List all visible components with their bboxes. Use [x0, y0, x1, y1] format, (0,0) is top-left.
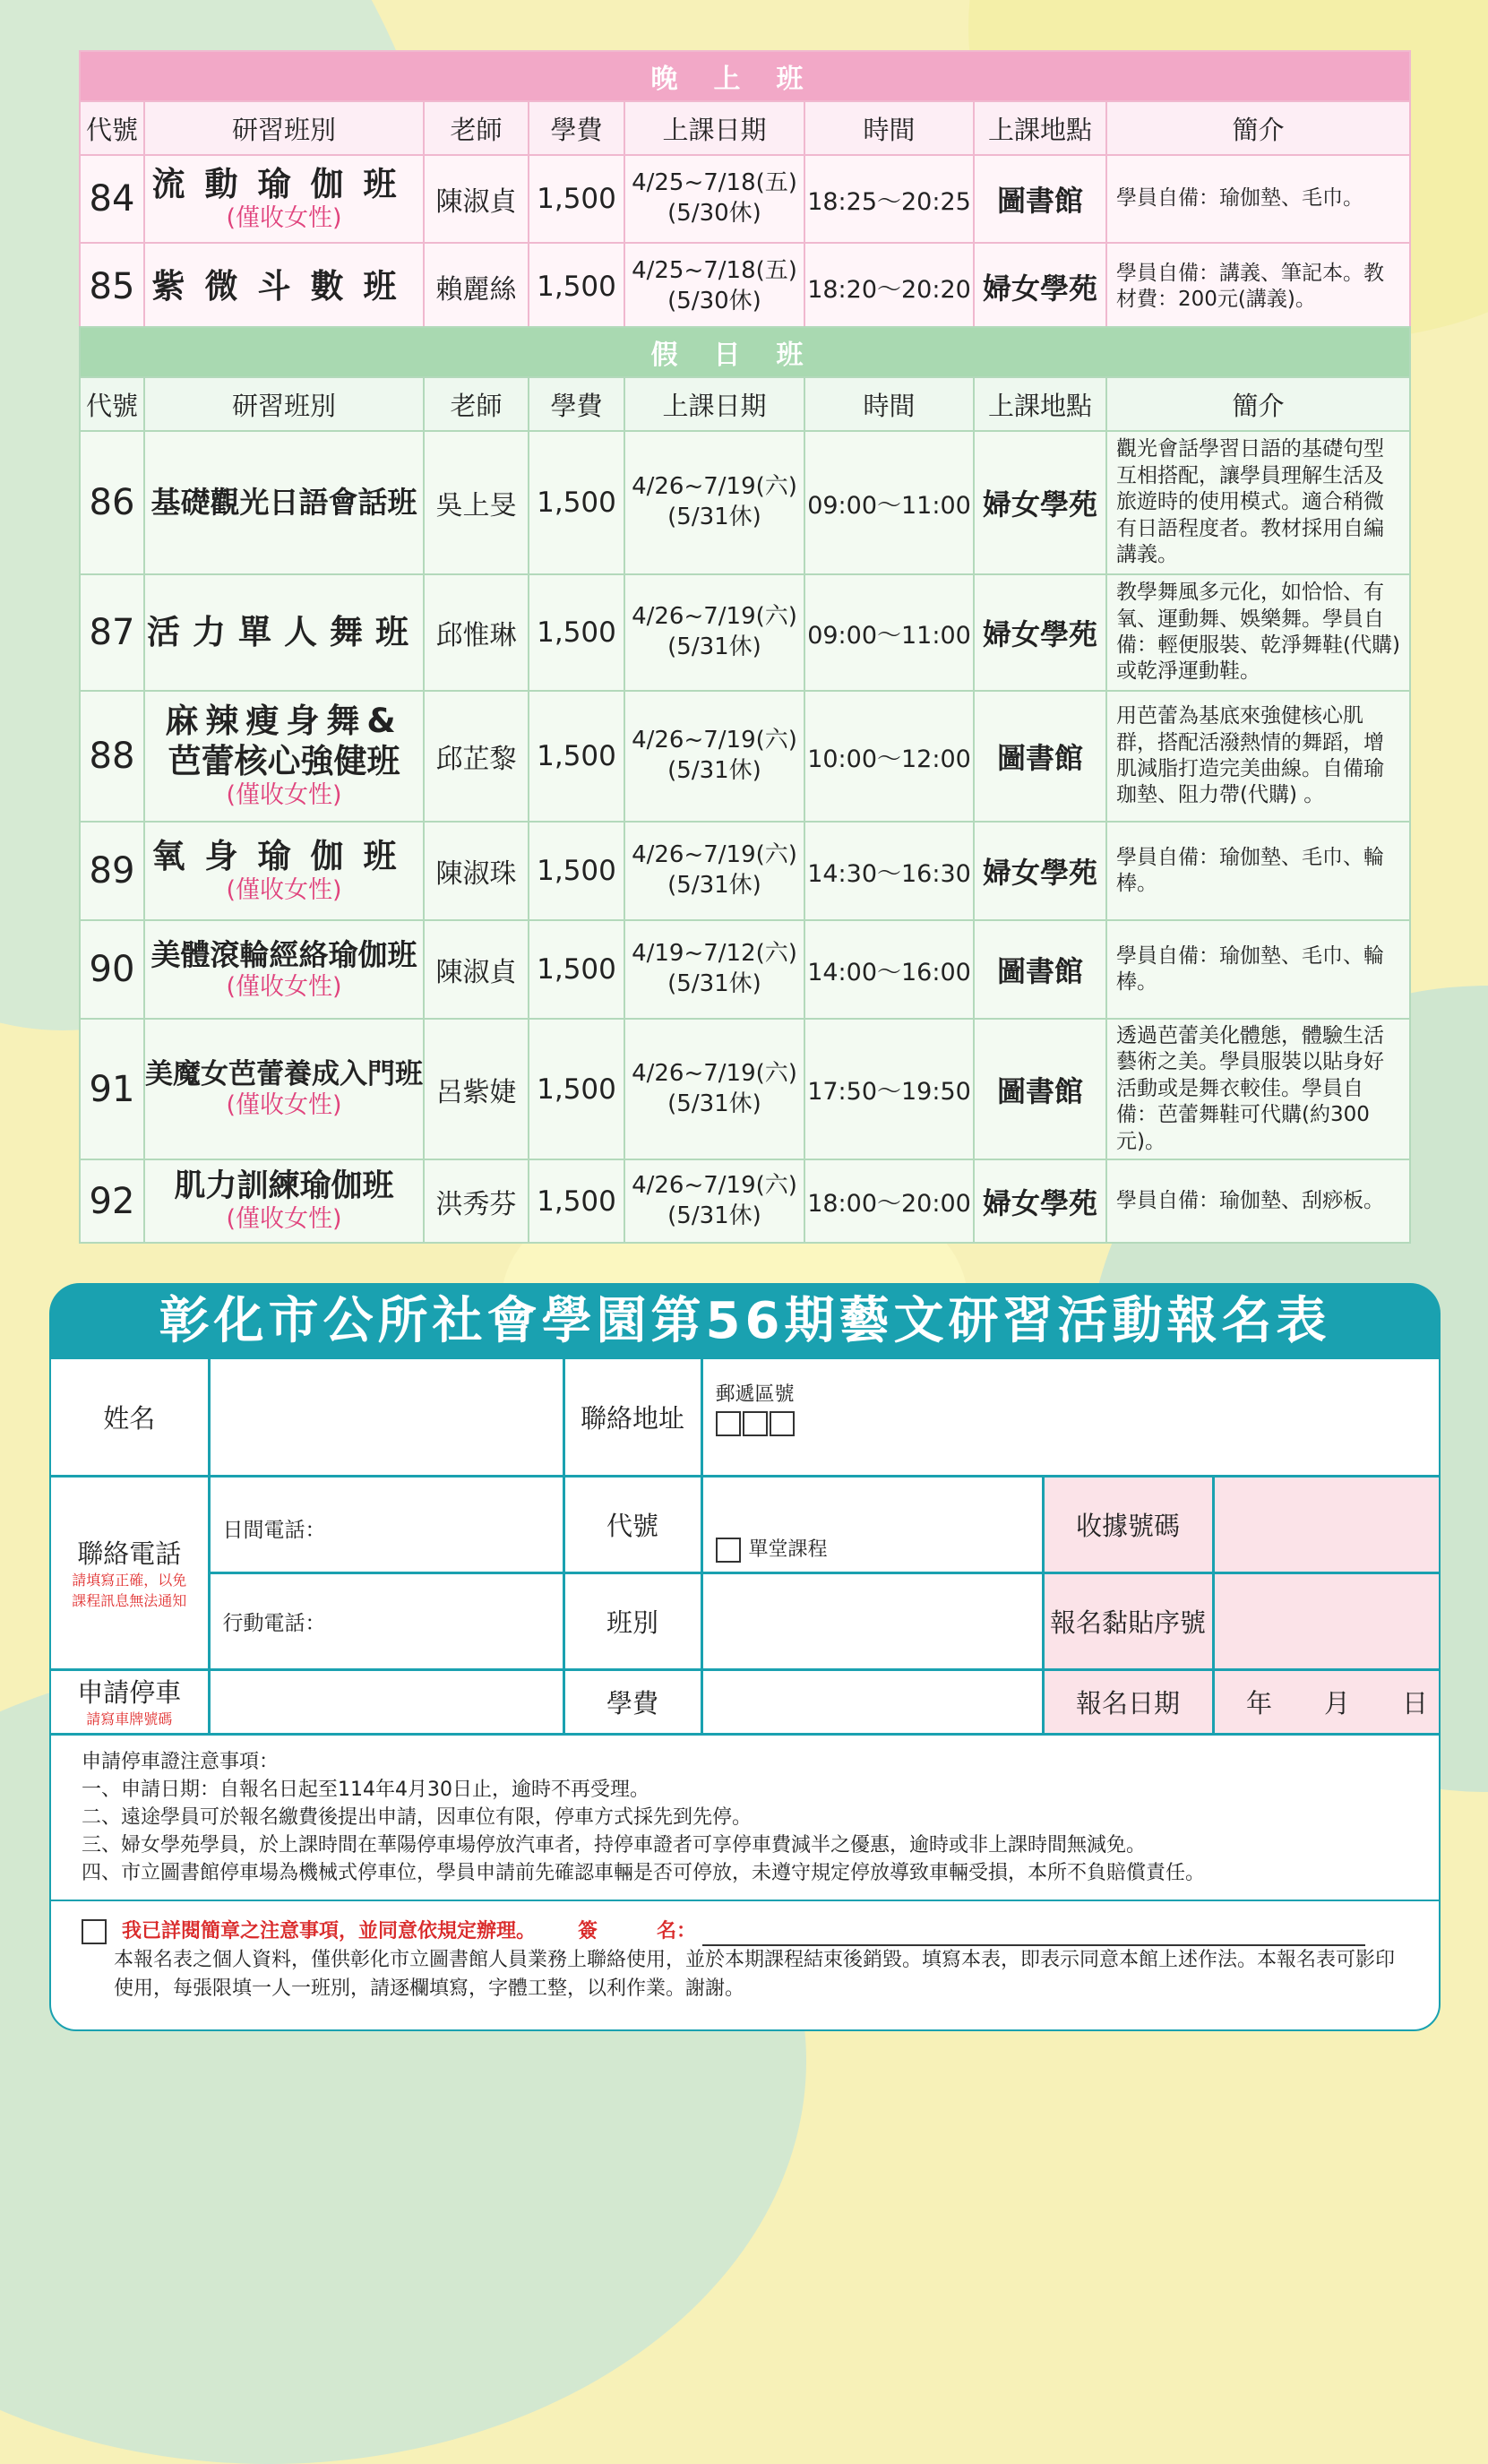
form-title: 彰化市公所社會學園第56期藝文研習活動報名表	[49, 1283, 1441, 1360]
course-dates: 4/26~7/19(六) (5/31休)	[624, 691, 804, 822]
course-dates: 4/19~7/12(六) (5/31休)	[624, 920, 804, 1019]
course-name: 流動瑜伽班 (僅收女性)	[144, 155, 424, 243]
course-dates: 4/26~7/19(六) (5/31休)	[624, 822, 804, 920]
course-time: 09:00～11:00	[804, 574, 974, 691]
course-code: 91	[80, 1019, 144, 1159]
female-only-note: (僅收女性)	[226, 204, 342, 232]
course-teacher: 邱芷黎	[424, 691, 529, 822]
course-teacher: 吳上旻	[424, 431, 529, 574]
header-time: 時間	[804, 101, 974, 155]
course-fee: 1,500	[529, 1159, 624, 1243]
note-item: 三、婦女學苑學員，於上課時間在華陽停車場停放汽車者，持停車證者可享停車費減半之優惠，逾時或非上課時間無減免。	[82, 1833, 1147, 1857]
course-fee: 1,500	[529, 574, 624, 691]
privacy-note: 本報名表之個人資料，僅供彰化市立圖書館人員業務上聯絡使用，並於本期課程結束後銷毀。填寫本表，即表示同意本館上述作法。本報名表可影印使用，每張限填一人一班別，請逐欄填寫，字體工整，以利作業。謝謝。	[114, 1948, 1396, 2000]
postal-code-boxes[interactable]	[716, 1407, 1440, 1437]
header-code: 代號	[80, 377, 144, 431]
course-intro: 學員自備：瑜伽墊、刮痧板。	[1106, 1159, 1410, 1243]
sticker-label: 報名黏貼序號	[1043, 1572, 1213, 1669]
agreement-section	[51, 1901, 1439, 2020]
course-fee: 1,500	[529, 1019, 624, 1159]
header-intro: 簡介	[1106, 101, 1410, 155]
fee-field[interactable]	[701, 1669, 1043, 1734]
table-row	[80, 1019, 1410, 1159]
table-row	[80, 822, 1410, 920]
name-label: 姓名	[51, 1359, 209, 1476]
note-item: 四、市立圖書館停車場為機械式停車位，學員申請前先確認車輛是否可停放，未遵守規定停放導致車輛受損，本所不負賠償責任。	[82, 1861, 1206, 1884]
course-name: 紫微斗數班	[144, 243, 424, 331]
course-dates: 4/25~7/18(五) (5/30休)	[624, 243, 804, 331]
class-label: 班別	[563, 1572, 701, 1669]
course-time: 10:00～12:00	[804, 691, 974, 822]
weekend-schedule-table	[79, 326, 1411, 1244]
table-row	[80, 691, 1410, 822]
sticker-field[interactable]	[1213, 1572, 1439, 1669]
course-place: 圖書館	[974, 920, 1106, 1019]
course-fee: 1,500	[529, 431, 624, 574]
header-class: 研習班別	[144, 377, 424, 431]
address-label: 聯絡地址	[563, 1359, 701, 1476]
course-intro: 用芭蕾為基底來強健核心肌群，搭配活潑熱情的舞蹈，增肌減脂打造完美曲線。自備瑜珈墊、阻力帶(代購) 。	[1106, 691, 1410, 822]
course-place: 婦女學苑	[974, 1159, 1106, 1243]
course-name: 美體滾輪經絡瑜伽班 (僅收女性)	[144, 920, 424, 1019]
course-fee: 1,500	[529, 243, 624, 331]
evening-schedule-table	[79, 50, 1411, 332]
address-field[interactable]	[701, 1359, 1439, 1476]
course-intro: 教學舞風多元化，如恰恰、有氧、運動舞、娛樂舞。學員自備：輕便服裝、乾淨舞鞋(代購)或乾淨運動鞋。	[1106, 574, 1410, 691]
course-fee: 1,500	[529, 920, 624, 1019]
course-name: 肌力訓練瑜伽班 (僅收女性)	[144, 1159, 424, 1243]
receipt-label: 收據號碼	[1043, 1476, 1213, 1572]
course-place: 婦女學苑	[974, 822, 1106, 920]
course-teacher: 陳淑貞	[424, 155, 529, 243]
header-teacher: 老師	[424, 101, 529, 155]
course-code: 89	[80, 822, 144, 920]
table-row	[80, 1159, 1410, 1243]
course-intro: 觀光會話學習日語的基礎句型互相搭配，讓學員理解生活及旅遊時的使用模式。適合稍微有日語程度者。教材採用自編講義。	[1106, 431, 1410, 574]
course-intro: 學員自備：瑜伽墊、毛巾。	[1106, 155, 1410, 243]
table-row	[80, 574, 1410, 691]
course-name: 麻辣瘦身舞& 芭蕾核心強健班 (僅收女性)	[144, 691, 424, 822]
course-place: 圖書館	[974, 691, 1106, 822]
registration-form	[49, 1357, 1441, 2031]
postal-code-label: 郵遞區號	[715, 1383, 795, 1406]
course-dates: 4/25~7/18(五) (5/30休)	[624, 155, 804, 243]
signature-label: 簽 名：	[578, 1919, 697, 1943]
note-item: 二、遠途學員可於報名繳費後提出申請，因車位有限，停車方式採先到先停。	[82, 1805, 753, 1829]
course-teacher: 陳淑貞	[424, 920, 529, 1019]
mobile-phone-field[interactable]: 行動電話：	[209, 1572, 563, 1669]
course-intro: 透過芭蕾美化體態，體驗生活藝術之美。學員服裝以貼身好活動或是舞衣較佳。學員自備：芭蕾舞鞋可代購(約300元)。	[1106, 1019, 1410, 1159]
class-field[interactable]	[701, 1572, 1043, 1669]
phone-note: 請填寫正確，以免	[72, 1572, 187, 1590]
receipt-field[interactable]	[1213, 1476, 1439, 1572]
header-place: 上課地點	[974, 101, 1106, 155]
course-place: 婦女學苑	[974, 574, 1106, 691]
weekend-section-title: 假日班	[80, 327, 1410, 377]
course-code: 88	[80, 691, 144, 822]
header-date: 上課日期	[624, 101, 804, 155]
course-time: 09:00～11:00	[804, 431, 974, 574]
signature-field[interactable]	[702, 1925, 1365, 1946]
phone-label: 聯絡電話 請填寫正確，以免 課程訊息無法通知	[51, 1476, 209, 1669]
parking-note: 請寫車牌號碼	[86, 1710, 173, 1728]
course-place: 婦女學苑	[974, 431, 1106, 574]
course-code: 92	[80, 1159, 144, 1243]
course-place: 圖書館	[974, 1019, 1106, 1159]
evening-section-title: 晚上班	[80, 51, 1410, 101]
course-fee: 1,500	[529, 691, 624, 822]
course-name: 活力單人舞班	[144, 574, 424, 691]
course-code: 87	[80, 574, 144, 691]
course-dates: 4/26~7/19(六) (5/31休)	[624, 1159, 804, 1243]
agree-checkbox[interactable]	[82, 1919, 107, 1944]
day-phone-field[interactable]: 日間電話：	[209, 1476, 563, 1572]
course-dates: 4/26~7/19(六) (5/31休)	[624, 574, 804, 691]
header-fee: 學費	[529, 377, 624, 431]
course-place: 圖書館	[974, 155, 1106, 243]
agree-text: 我已詳閱簡章之注意事項，並同意依規定辦理。	[122, 1919, 537, 1943]
course-name: 氧身瑜伽班 (僅收女性)	[144, 822, 424, 920]
course-code: 84	[80, 155, 144, 243]
course-fee: 1,500	[529, 155, 624, 243]
course-teacher: 賴麗絲	[424, 243, 529, 331]
female-only-note: (僅收女性)	[226, 1090, 342, 1119]
parking-label: 申請停車 請寫車牌號碼	[51, 1669, 209, 1734]
course-time: 14:30～16:30	[804, 822, 974, 920]
course-code: 86	[80, 431, 144, 574]
course-place: 婦女學苑	[974, 243, 1106, 331]
course-code-field[interactable]	[701, 1476, 1043, 1572]
course-name: 美魔女芭蕾養成入門班 (僅收女性)	[144, 1019, 424, 1159]
course-teacher: 洪秀芬	[424, 1159, 529, 1243]
header-date: 上課日期	[624, 377, 804, 431]
course-code-label: 代號	[563, 1476, 701, 1572]
female-only-note: (僅收女性)	[226, 1205, 342, 1234]
name-field[interactable]	[209, 1359, 563, 1476]
female-only-note: (僅收女性)	[226, 972, 342, 1001]
course-time: 18:00～20:00	[804, 1159, 974, 1243]
header-teacher: 老師	[424, 377, 529, 431]
course-intro: 學員自備：瑜伽墊、毛巾、輪棒。	[1106, 920, 1410, 1019]
course-time: 14:00～16:00	[804, 920, 974, 1019]
female-only-note: (僅收女性)	[226, 876, 342, 904]
course-time: 17:50～19:50	[804, 1019, 974, 1159]
note-item: 一、申請日期：自報名日起至114年4月30日止，逾時不再受理。	[82, 1778, 649, 1801]
phone-note: 課程訊息無法通知	[72, 1591, 187, 1609]
course-code: 85	[80, 243, 144, 331]
course-code: 90	[80, 920, 144, 1019]
header-place: 上課地點	[974, 377, 1106, 431]
date-field[interactable]: 年 月 日	[1213, 1669, 1439, 1734]
course-dates: 4/26~7/19(六) (5/31休)	[624, 431, 804, 574]
table-row	[80, 431, 1410, 574]
parking-field[interactable]	[209, 1669, 563, 1734]
female-only-note: (僅收女性)	[226, 781, 342, 810]
table-row	[80, 920, 1410, 1019]
table-row	[80, 243, 1410, 331]
parking-notes	[51, 1736, 1439, 1901]
course-name: 基礎觀光日語會話班	[144, 431, 424, 574]
header-fee: 學費	[529, 101, 624, 155]
course-teacher: 陳淑珠	[424, 822, 529, 920]
course-teacher: 邱惟琳	[424, 574, 529, 691]
header-code: 代號	[80, 101, 144, 155]
course-fee: 1,500	[529, 822, 624, 920]
course-teacher: 呂紫婕	[424, 1019, 529, 1159]
fee-label: 學費	[563, 1669, 701, 1734]
header-class: 研習班別	[144, 101, 424, 155]
table-row	[80, 155, 1410, 243]
header-time: 時間	[804, 377, 974, 431]
course-time: 18:25～20:25	[804, 155, 974, 243]
course-intro: 學員自備：講義、筆記本。教材費：200元(講義)。	[1106, 243, 1410, 331]
course-time: 18:20～20:20	[804, 243, 974, 331]
single-course-label: 單堂課程	[748, 1538, 828, 1561]
header-intro: 簡介	[1106, 377, 1410, 431]
notes-title: 申請停車證注意事項：	[82, 1750, 280, 1773]
course-intro: 學員自備：瑜伽墊、毛巾、輪棒。	[1106, 822, 1410, 920]
date-label: 報名日期	[1043, 1669, 1213, 1734]
course-dates: 4/26~7/19(六) (5/31休)	[624, 1019, 804, 1159]
single-course-checkbox[interactable]	[716, 1538, 741, 1563]
